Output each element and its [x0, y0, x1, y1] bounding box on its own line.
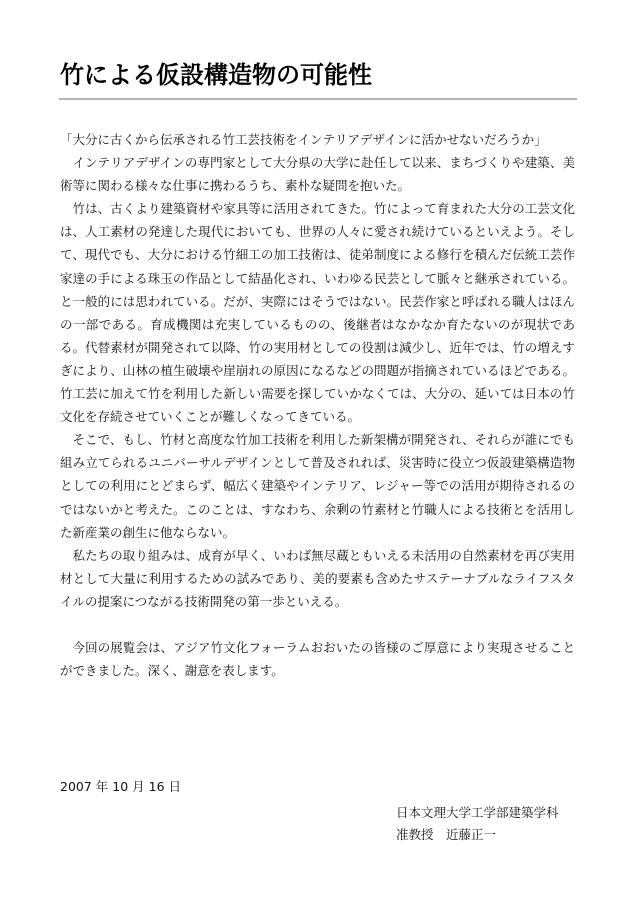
signature-affiliation: 日本文理大学工学部建築学科: [396, 805, 559, 820]
document-body: [60, 128, 575, 682]
document-title: 竹による仮設構造物の可能性: [60, 61, 372, 89]
paragraph-proposal: そこで、もし、竹材と高度な竹加工技術を利用した新架構が開発され、それらが誰にでも組み立てられるユニバーサルデザインとして普及されれば、災害時に役立つ仮設建築構造物としての利用にとどまらず、幅広く建築やインテリア、レジャー等での活用が期待されるのではないかと考えた。このことは、すなわち、余剰の竹素材と竹職人による技術とを活用した新産業の創生に他ならない。: [60, 432, 575, 540]
opening-quote: 「大分に古くから伝承される竹工芸技術をインテリアデザインに活かせないだろうか」: [60, 132, 547, 147]
signature-name: 准教授 近藤正一: [396, 827, 497, 842]
paragraph-initiative: 私たちの取り組みは、成育が早く、いわば無尽蔵ともいえる未活用の自然素材を再び実用材として大量に利用するための試みであり、美的要素も含めたサステーナブルなライフスタイルの提案につながる技術開発の第一歩といえる。: [60, 547, 575, 609]
paragraph-bamboo-culture: 竹は、古くより建築資材や家具等に活用されてきた。竹によって育まれた大分の工芸文化は、人工素材の発達した現代においても、世界の人々に愛され続けているといえよう。そして、現代でも、大分における竹細工の加工技術は、徒弟制度による修行を積んだ伝統工芸作家達の手による珠玉の作品として結晶化され、いわゆる民芸として脈々と継承されている。と一般的には思われている。だが、実際にはそうではない。民芸作家と呼ばれる職人はほんの一部である。育成機関は充実しているものの、後継者はなかなか育たないのが現状である。代替素材が開発されて以降、竹の実用材としての役割は減少し、近年では、竹の増えすぎにより、山林の植生破壊や崖崩れの原因になるなどの問題が指摘されているほどである。竹工芸に加えて竹を利用した新しい需要を探していかなくては、大分の、延いては日本の竹文化を存続させていくことが難しくなってきている。: [60, 201, 575, 425]
paragraph-intro: インテリアデザインの専門家として大分県の大学に赴任して以来、まちづくりや建築、美術等に関わる様々な仕事に携わるうち、素朴な疑問を抱いた。: [60, 155, 575, 194]
signature-block: [396, 802, 559, 846]
document-date: 2007 年 10 月 16 日: [60, 779, 181, 794]
paragraph-acknowledgement: 今回の展覧会は、アジア竹文化フォーラムおおいたの皆様のご厚意により実現させることができました。深く、謝意を表します。: [60, 639, 575, 679]
title-underline: [59, 98, 577, 100]
